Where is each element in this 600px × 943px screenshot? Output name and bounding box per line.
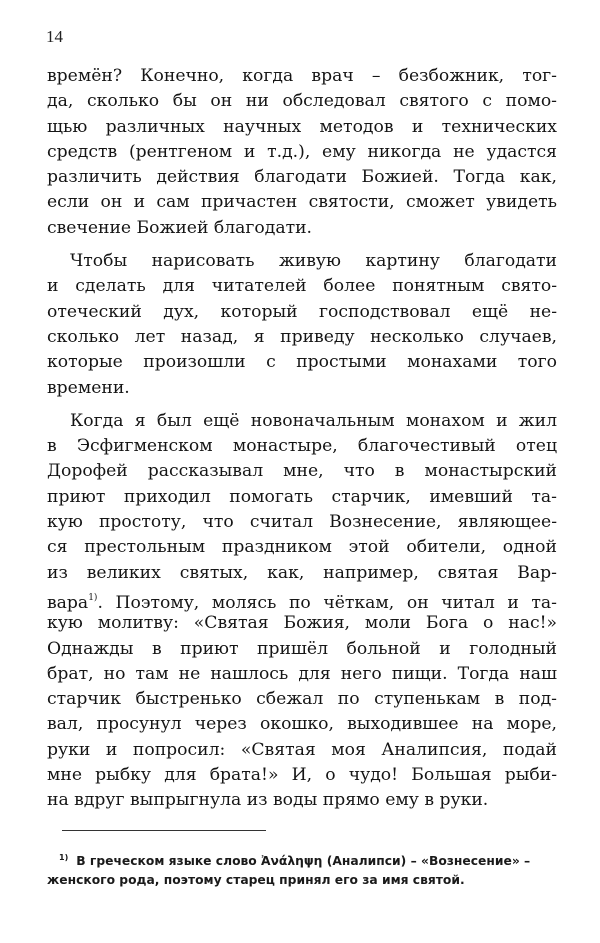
text-line: и сделать для читателей более понятным свято- bbox=[47, 276, 557, 297]
paragraph-gap bbox=[47, 241, 557, 249]
text-line: Дорофей рассказывал мне, что в монастырский bbox=[47, 461, 557, 482]
text-line: времён? Конечно, когда врач – безбожник, тог- bbox=[47, 66, 557, 86]
footnote-reference[interactable]: 1) bbox=[88, 592, 98, 603]
text-line: которые произошли с простыми монахами того bbox=[47, 352, 557, 373]
paragraph-gap bbox=[47, 401, 557, 409]
page-number: 14 bbox=[46, 27, 63, 46]
text-line: на вдруг выпрыгнула из воды прямо ему в руки. bbox=[47, 790, 489, 811]
text-line: средств (рентгеном и т.д.), ему никогда не удастся bbox=[47, 141, 557, 162]
paragraph-3 bbox=[47, 409, 557, 814]
footnote-text: В греческом языке слово Ἀνάληψη (Аналипси) – «Вознесение» – bbox=[76, 854, 531, 868]
text-fragment: вара bbox=[47, 592, 89, 613]
text-line: если он и сам причастен святости, сможет увидеть bbox=[47, 192, 557, 213]
text-line: Когда я был ещё новоначальным монахом и жил bbox=[70, 410, 557, 431]
text-line: да, сколько бы он ни обследовал святого с помо- bbox=[47, 91, 557, 112]
paragraph-1 bbox=[47, 64, 557, 241]
footnote-line bbox=[47, 849, 531, 871]
text-line: сколько лет назад, я приведу несколько случаев, bbox=[47, 326, 557, 347]
text-line: из великих святых, как, например, святая Вар- bbox=[47, 562, 557, 583]
text-line: кую простоту, что считал Вознесение, являющее- bbox=[47, 512, 557, 533]
text-line: отеческий дух, который господствовал ещё не- bbox=[47, 301, 557, 322]
text-line: старчик быстренько сбежал по ступенькам в под- bbox=[47, 689, 557, 710]
text-line: ся престольным праздником этой обители, одной bbox=[47, 537, 557, 558]
footnote-line: женского рода, поэтому старец принял его за имя святой. bbox=[47, 872, 465, 887]
text-line-with-footnote-ref bbox=[47, 586, 557, 611]
text-line: времени. bbox=[47, 377, 130, 398]
body-text bbox=[47, 64, 557, 814]
text-line: свечение Божией благодати. bbox=[47, 217, 313, 238]
paragraph-2 bbox=[47, 249, 557, 401]
text-line: в Эсфигменском монастыре, благочестивый отец bbox=[47, 436, 557, 457]
text-line: руки и попросил: «Святая моя Аналипсия, подай bbox=[47, 739, 557, 760]
text-line: мне рыбку для брата!» И, о чудо! Большая рыби- bbox=[47, 765, 557, 786]
footnote-divider bbox=[62, 830, 266, 831]
text-line: кую молитву: «Святая Божия, моли Бога о нас!» bbox=[47, 613, 557, 634]
text-line: щью различных научных методов и технических bbox=[47, 116, 557, 137]
text-line: Чтобы нарисовать живую картину благодати bbox=[70, 251, 557, 272]
footnote bbox=[47, 849, 531, 889]
text-line: брат, но там не нашлось для него пищи. Тогда наш bbox=[47, 663, 557, 684]
footnote-mark: 1) bbox=[59, 853, 69, 862]
text-line: различить действия благодати Божией. Тогда как, bbox=[47, 167, 557, 188]
text-line: вал, просунул через окошко, выходившее на море, bbox=[47, 714, 557, 735]
text-line: Однажды в приют пришёл больной и голодный bbox=[47, 638, 557, 659]
text-fragment: . Поэтому, молясь по чёткам, он читал и та- bbox=[97, 592, 557, 613]
text-line: приют приходил помогать старчик, имевший та- bbox=[47, 486, 557, 507]
